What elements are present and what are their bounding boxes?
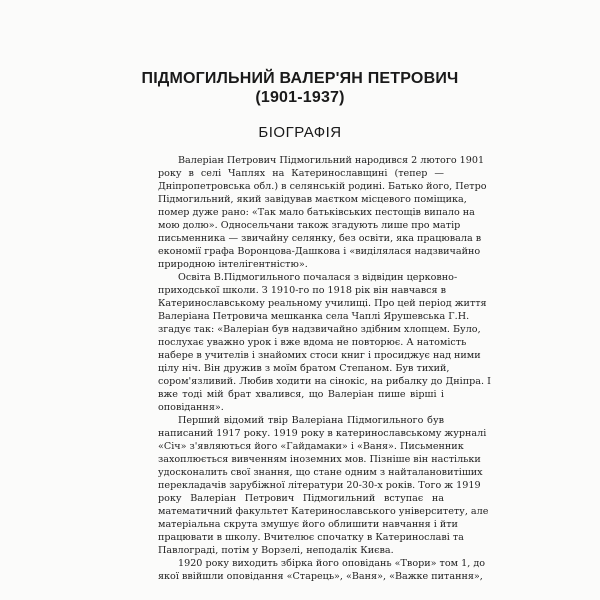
biography-body (158, 154, 491, 583)
author-years: (1901-1937) (255, 89, 345, 106)
text-line: сором'язливий. Любив ходити на сінокіс, на рибалку до Дніпра. І (158, 376, 491, 387)
text-line: року в селі Чаплях на Катеринославщині (тепер — (158, 168, 444, 179)
section-heading: БІОГРАФІЯ (258, 124, 342, 141)
text-line: Дніпропетровська обл.) в селянській родині. Батько його, Петро (158, 181, 487, 192)
text-line: вже тоді мій брат хвалився, що Валеріан пише вірші і (158, 389, 444, 400)
text-line: перекладачів зарубіжної літератури 20-30-х років. Того ж 1919 (158, 480, 481, 491)
text-line: економії графа Воронцова-Дашкова і «виділялася надзвичайно (158, 246, 481, 257)
text-line: удосконалить свої знання, що стане одним з найталановитіших (158, 467, 483, 478)
text-line: «Січ» з'являються його «Гайдамаки» і «Ваня». Письменник (158, 441, 464, 452)
text-line: мою долю». Односельчани також згадують лише про матір (158, 220, 461, 231)
text-line: Павлограді, потім у Ворзелі, неподалік Києва. (158, 545, 394, 556)
text-line: матеріальна скрута змушує його облишити навчання і йти (158, 519, 458, 530)
text-line: цілу ніч. Він дружив з моїм братом Степаном. Був тихий, (158, 363, 450, 374)
paragraph-2 (158, 271, 491, 414)
text-line: природною інтелігентністю». (158, 259, 308, 270)
text-line: математичний факультет Катеринославського університету, але (158, 506, 489, 517)
text-line: Валеріана Петровича мешканка села Чаплі Ярушевська Г.Н. (158, 311, 470, 322)
text-line: Перший відомий твір Валеріана Підмогильного був (178, 415, 444, 426)
text-line: 1920 року виходить збірка його оповідань «Твори» том 1, до (178, 558, 486, 569)
text-line: оповідання». (158, 402, 224, 413)
text-line: Валеріан Петрович Підмогильний народився 2 лютого 1901 (178, 155, 485, 166)
text-line: письменника — звичайну селянку, без освіти, яка працювала в (158, 233, 482, 244)
text-line: працювати в школу. Вчителює спочатку в Катеринославі та (158, 532, 464, 543)
paragraph-3 (158, 414, 489, 557)
text-line: згадує так: «Валеріан був надзвичайно здібним хлопцем. Було, (158, 324, 481, 335)
text-line: Катеринославському реальному училищі. Про цей період життя (158, 298, 487, 309)
text-line: Освіта В.Підмогильного почалася з відвідин церковно- (178, 272, 458, 283)
text-line: набере в учителів і знайомих стоси книг і просиджує над ними (158, 350, 481, 361)
text-line: написаний 1917 року. 1919 року в катеринославському журналі (158, 428, 487, 439)
text-line: приходської школи. З 1910-го по 1918 рік він навчався в (158, 285, 447, 296)
text-line: помер дуже рано: «Так мало батьківських пестощів випало на (158, 207, 475, 218)
document-title (0, 69, 600, 107)
text-line: року Валеріан Петрович Підмогильний вступає на (158, 493, 444, 504)
text-line: якої ввійшли оповідання «Старець», «Ваня», «Важке питання», (158, 571, 483, 582)
text-line: Підмогильний, який завідував маєтком місцевого поміщика, (158, 194, 467, 205)
author-name: ПІДМОГИЛЬНИЙ ВАЛЕР'ЯН ПЕТРОВИЧ (141, 70, 459, 87)
text-line: захоплюється вивченням іноземних мов. Пізніше він настільки (158, 454, 481, 465)
paragraph-1 (158, 154, 487, 271)
text-line: послухає уважно урок і вже вдома не повторює. А натомість (158, 337, 467, 348)
paragraph-4 (158, 557, 486, 583)
